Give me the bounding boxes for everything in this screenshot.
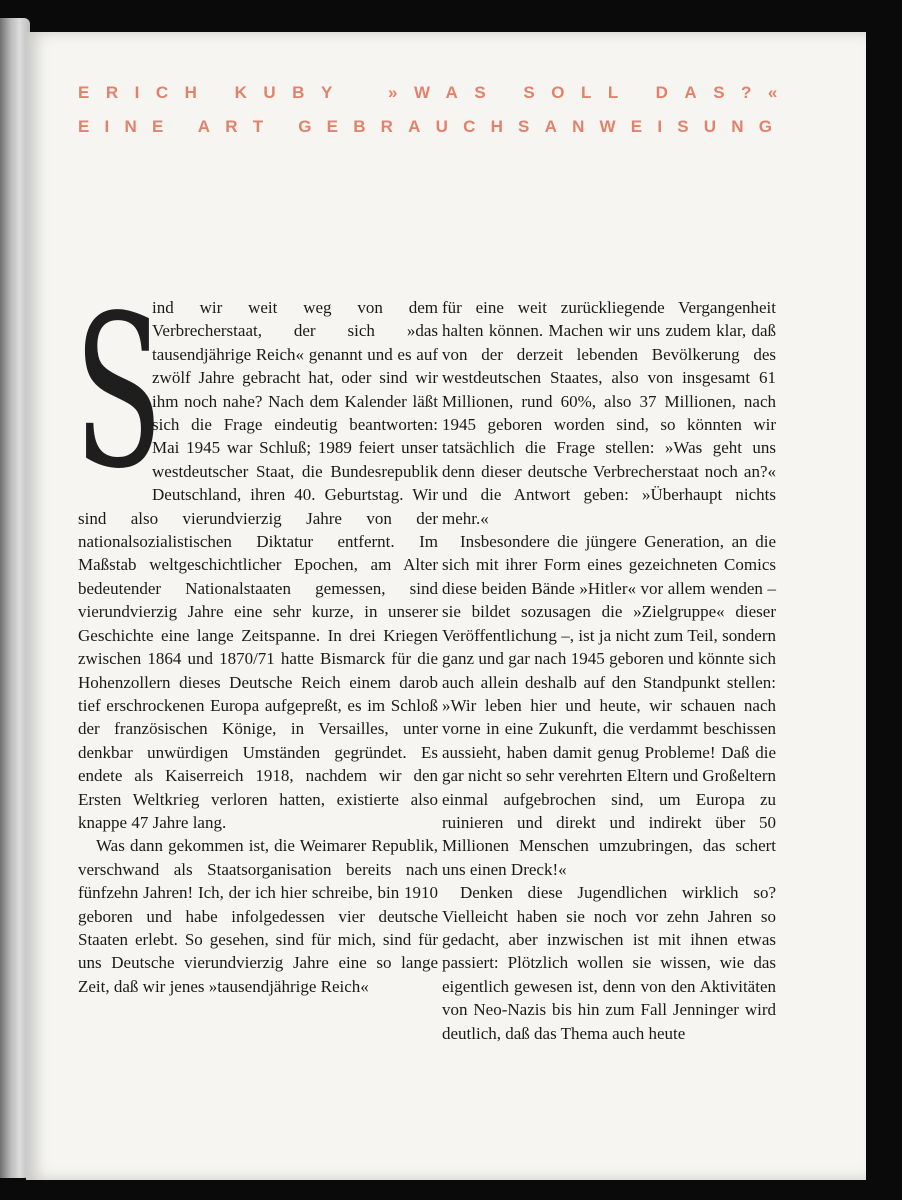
drop-cap: S	[74, 270, 164, 515]
article-title: »WAS SOLL DAS?«	[388, 83, 794, 102]
paragraph: Insbesondere die jüngere Generation, an die sich mit ihrer Form eines gezeichneten Comics diese beiden Bände »Hitler« vor allem wenden – sie bildet sozusagen die »Zielgruppe« dieser Veröffentlichung –, ist ja nicht zum Teil, sondern ganz und gar nach 1945 geboren und könnte sich auch allein deshalb auf den Standpunkt stellen: »Wir leben hier und heute, wir schauen nach vorne in eine Zukunft, die verdammt beschissen aussieht, haben damit genug Probleme! Daß die gar nicht so sehr verehrten Eltern und Großeltern einmal aufgebrochen sind, um Europa zu ruinieren und direkt und indirekt über 50 Millionen Menschen umzubringen, das schert uns einen Dreck!«	[442, 532, 776, 879]
paragraph	[74, 270, 438, 834]
paragraph-text: ind wir weit weg von dem Verbrecherstaat, der sich »das tausendjährige Reich« genannt und es auf zwölf Jahre gebracht hat, oder sind wir ihm noch nahe? Nach dem Kalender läßt sich die Frage eindeutig beantworten: Mai 1945 war Schluß; 1989 feiert unser westdeutscher Staat, die Bundesrepublik Deutschland, ihren 40. Geburtstag. Wir sind also vierundvierzig Jahre von der nationalsozialistischen Diktatur entfernt. Im Maßstab weltgeschichtlicher Epochen, am Alter bedeutender Nationalstaaten gemessen, sind vierundvierzig Jahre eine sehr kurze, in unserer Geschichte eine lange Zeitspanne. In drei Kriegen zwischen 1864 und 1870/71 hatte Bismarck für die Hohenzollern dieses Deutsche Reich einem darob tief erschrockenen Europa aufgepreßt, es im Schloß der französischen Könige, in Versailles, unter denkbar unwürdigen Umständen gegründet. Es endete als Kaiserreich 1918, nachdem wir den Ersten Weltkrieg verloren hatten, existierte also knappe 47 Jahre lang.	[78, 298, 438, 832]
paragraph: Denken diese Jugendlichen wirklich so? Vielleicht haben sie noch vor zehn Jahren so gedacht, aber inzwischen ist mit ihnen etwas passiert: Plötzlich wollen sie wissen, wie das eigentlich gewesen ist, denn von den Aktivitäten von Neo-Nazis bis hin zum Fall Jenninger wird deutlich, daß das Thema auch heute	[442, 883, 776, 1043]
author-name: ERICH KUBY	[78, 83, 349, 102]
paragraph: für eine weit zurückliegende Vergangenheit halten können. Machen wir uns zudem klar, daß von der derzeit lebenden Bevölkerung des westdeutschen Staates, also von insgesamt 61 Millionen, rund 60%, also 37 Millionen, nach 1945 geboren worden sind, so könnten wir tatsächlich die Frage stellen: »Was geht uns denn dieser deutsche Verbrecherstaat noch an?« und die Antwort geben: »Überhaupt nichts mehr.«	[442, 298, 776, 528]
text-column-right	[442, 296, 776, 1045]
article-subtitle: EINE ART GEBRAUCHSANWEISUNG	[78, 117, 788, 136]
article-header	[78, 82, 794, 150]
header-line-1	[78, 82, 794, 116]
header-line-2	[78, 116, 788, 150]
text-column-left	[74, 270, 438, 998]
paragraph: Was dann gekommen ist, die Weimarer Republik, verschwand als Staatsorganisation bereits nach fünfzehn Jahren! Ich, der ich hier schreibe, bin 1910 geboren und habe infolgedessen vier deutsche Staaten erlebt. So gesehen, sind für mich, sind für uns Deutsche vierundvierzig Jahre eine so lange Zeit, daß wir jenes »tausendjährige Reich«	[78, 836, 438, 996]
